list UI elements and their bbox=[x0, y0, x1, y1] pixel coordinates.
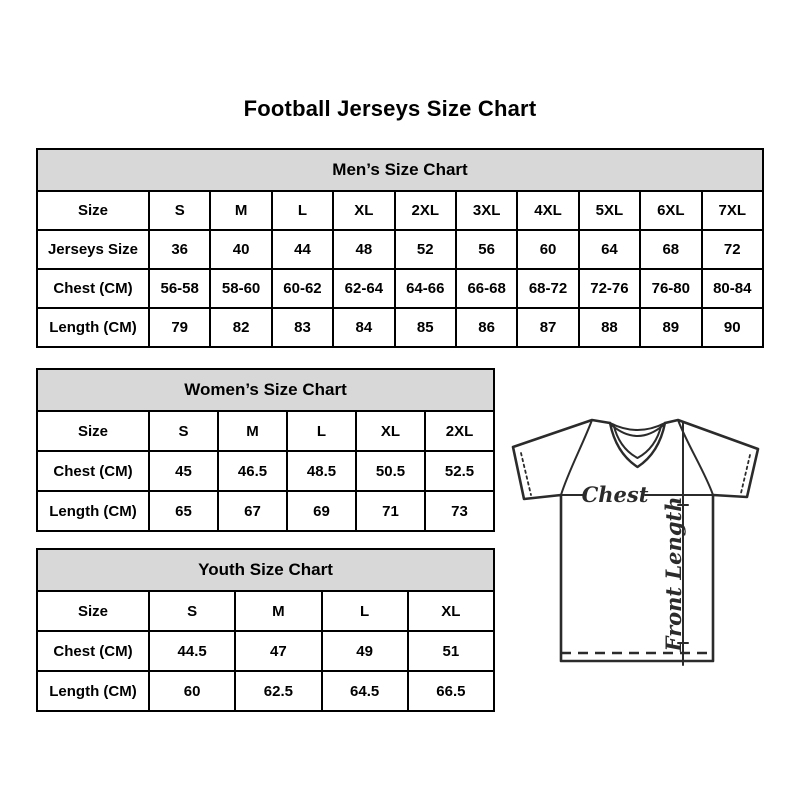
header-cell: 4XL bbox=[517, 191, 578, 230]
size-table bbox=[36, 368, 495, 532]
header-cell: Chest (CM) bbox=[37, 451, 149, 491]
header-cell: M bbox=[235, 591, 321, 631]
value-cell: 51 bbox=[408, 631, 494, 671]
header-cell: 5XL bbox=[579, 191, 640, 230]
value-cell: 65 bbox=[149, 491, 218, 531]
header-cell: Chest (CM) bbox=[37, 631, 149, 671]
header-cell: Length (CM) bbox=[37, 491, 149, 531]
table-section-title: Women’s Size Chart bbox=[37, 369, 494, 411]
value-cell: 64-66 bbox=[395, 269, 456, 308]
value-cell: 84 bbox=[333, 308, 394, 347]
header-cell: M bbox=[218, 411, 287, 451]
size-table bbox=[36, 148, 764, 348]
value-cell: 90 bbox=[702, 308, 763, 347]
header-cell: Length (CM) bbox=[37, 308, 149, 347]
value-cell: 66-68 bbox=[456, 269, 517, 308]
value-cell: 62-64 bbox=[333, 269, 394, 308]
value-cell: 52.5 bbox=[425, 451, 494, 491]
header-cell: 2XL bbox=[425, 411, 494, 451]
value-cell: 76-80 bbox=[640, 269, 701, 308]
header-cell: XL bbox=[333, 191, 394, 230]
table-section-title: Youth Size Chart bbox=[37, 549, 494, 591]
value-cell: 49 bbox=[322, 631, 408, 671]
header-cell: Jerseys Size bbox=[37, 230, 149, 269]
header-cell: 2XL bbox=[395, 191, 456, 230]
value-cell: 68-72 bbox=[517, 269, 578, 308]
header-cell: 7XL bbox=[702, 191, 763, 230]
header-cell: Chest (CM) bbox=[37, 269, 149, 308]
value-cell: 66.5 bbox=[408, 671, 494, 711]
value-cell: 71 bbox=[356, 491, 425, 531]
value-cell: 52 bbox=[395, 230, 456, 269]
value-cell: 46.5 bbox=[218, 451, 287, 491]
header-cell: L bbox=[287, 411, 356, 451]
value-cell: 64.5 bbox=[322, 671, 408, 711]
value-cell: 45 bbox=[149, 451, 218, 491]
value-cell: 87 bbox=[517, 308, 578, 347]
header-cell: S bbox=[149, 591, 235, 631]
header-cell: S bbox=[149, 191, 210, 230]
mens-size-table bbox=[36, 148, 764, 348]
header-cell: XL bbox=[408, 591, 494, 631]
chest-label: Chest bbox=[581, 482, 649, 507]
value-cell: 40 bbox=[210, 230, 271, 269]
value-cell: 64 bbox=[579, 230, 640, 269]
value-cell: 79 bbox=[149, 308, 210, 347]
header-cell: Size bbox=[37, 411, 149, 451]
header-cell: Length (CM) bbox=[37, 671, 149, 711]
size-table bbox=[36, 548, 495, 712]
value-cell: 44 bbox=[272, 230, 333, 269]
value-cell: 62.5 bbox=[235, 671, 321, 711]
value-cell: 50.5 bbox=[356, 451, 425, 491]
value-cell: 83 bbox=[272, 308, 333, 347]
value-cell: 36 bbox=[149, 230, 210, 269]
header-cell: L bbox=[322, 591, 408, 631]
value-cell: 73 bbox=[425, 491, 494, 531]
header-cell: S bbox=[149, 411, 218, 451]
value-cell: 60 bbox=[149, 671, 235, 711]
value-cell: 85 bbox=[395, 308, 456, 347]
table-section-title: Men’s Size Chart bbox=[37, 149, 763, 191]
value-cell: 56-58 bbox=[149, 269, 210, 308]
value-cell: 86 bbox=[456, 308, 517, 347]
header-cell: XL bbox=[356, 411, 425, 451]
jersey-measurement-diagram bbox=[505, 406, 771, 668]
header-cell: 3XL bbox=[456, 191, 517, 230]
value-cell: 72 bbox=[702, 230, 763, 269]
value-cell: 58-60 bbox=[210, 269, 271, 308]
value-cell: 60 bbox=[517, 230, 578, 269]
value-cell: 60-62 bbox=[272, 269, 333, 308]
header-cell: Size bbox=[37, 191, 149, 230]
header-cell: 6XL bbox=[640, 191, 701, 230]
page-title: Football Jerseys Size Chart bbox=[243, 96, 537, 121]
header-cell: Size bbox=[37, 591, 149, 631]
value-cell: 48 bbox=[333, 230, 394, 269]
value-cell: 47 bbox=[235, 631, 321, 671]
youth-size-table bbox=[36, 548, 495, 712]
header-cell: L bbox=[272, 191, 333, 230]
value-cell: 44.5 bbox=[149, 631, 235, 671]
value-cell: 67 bbox=[218, 491, 287, 531]
value-cell: 68 bbox=[640, 230, 701, 269]
value-cell: 48.5 bbox=[287, 451, 356, 491]
front-length-label: Front Length bbox=[661, 496, 686, 652]
value-cell: 80-84 bbox=[702, 269, 763, 308]
header-cell: M bbox=[210, 191, 271, 230]
value-cell: 88 bbox=[579, 308, 640, 347]
value-cell: 89 bbox=[640, 308, 701, 347]
womens-size-table bbox=[36, 368, 495, 532]
value-cell: 56 bbox=[456, 230, 517, 269]
value-cell: 72-76 bbox=[579, 269, 640, 308]
value-cell: 69 bbox=[287, 491, 356, 531]
value-cell: 82 bbox=[210, 308, 271, 347]
